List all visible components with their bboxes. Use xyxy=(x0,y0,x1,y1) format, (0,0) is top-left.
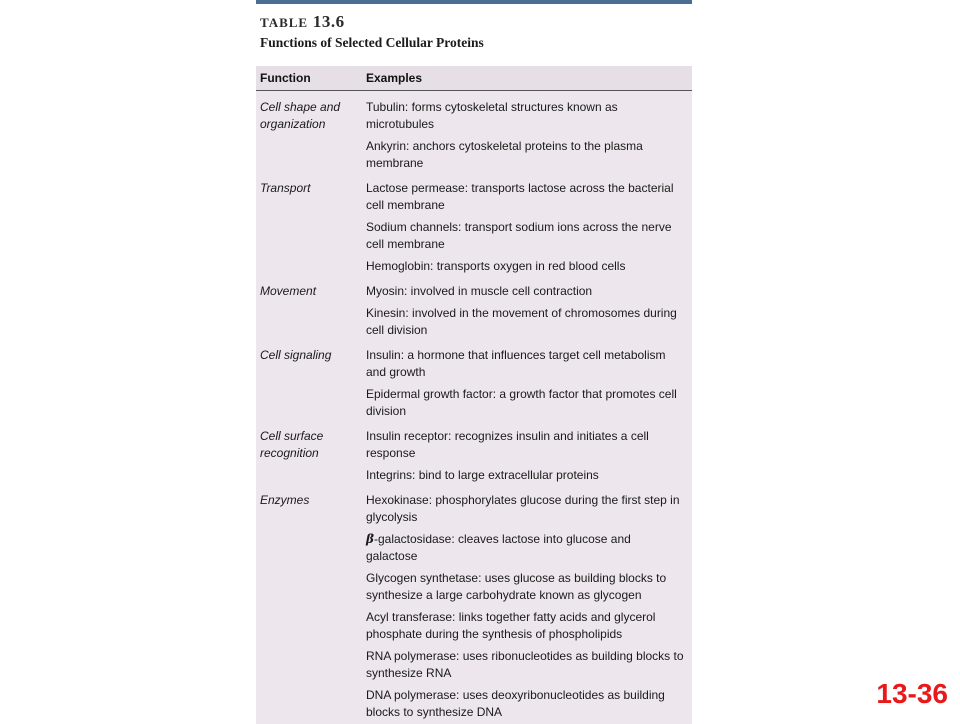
examples-cell xyxy=(366,99,692,172)
table-number xyxy=(260,12,688,32)
table-header-row xyxy=(256,66,692,91)
function-cell: Movement xyxy=(260,284,317,298)
example-item: Sodium channels: transport sodium ions across the nerve cell membrane xyxy=(366,220,672,251)
table-row xyxy=(256,91,692,172)
examples-cell xyxy=(366,180,692,275)
table-row xyxy=(256,339,692,420)
example-item: β-galactosidase: cleaves lactose into glucose and galactose xyxy=(366,532,631,563)
header-examples: Examples xyxy=(366,71,423,85)
example-item: Ankyrin: anchors cytoskeletal proteins to the plasma membrane xyxy=(366,139,643,170)
example-item: Insulin: a hormone that influences target cell metabolism and growth xyxy=(366,348,666,379)
example-item: DNA polymerase: uses deoxyribonucleotides as building blocks to synthesize DNA xyxy=(366,688,665,719)
table-body xyxy=(256,91,692,721)
example-item: RNA polymerase: uses ribonucleotides as building blocks to synthesize RNA xyxy=(366,649,684,680)
header-function: Function xyxy=(260,71,311,85)
example-item: Epidermal growth factor: a growth factor that promotes cell division xyxy=(366,387,677,418)
example-item: Kinesin: involved in the movement of chromosomes during cell division xyxy=(366,306,677,337)
function-cell: Transport xyxy=(260,181,311,195)
example-item: Hexokinase: phosphorylates glucose during the first step in glycolysis xyxy=(366,493,680,524)
protein-functions-table xyxy=(256,0,692,724)
example-item: Integrins: bind to large extracellular proteins xyxy=(366,468,599,482)
table-title: Functions of Selected Cellular Proteins xyxy=(260,35,484,50)
examples-cell xyxy=(366,283,692,339)
example-item: Myosin: involved in muscle cell contraction xyxy=(366,284,593,298)
example-item: Tubulin: forms cytoskeletal structures known as microtubules xyxy=(366,100,618,131)
function-cell: Cell shape and organization xyxy=(260,100,341,131)
examples-cell xyxy=(366,347,692,420)
function-cell: Cell signaling xyxy=(260,348,332,362)
table-row xyxy=(256,275,692,339)
example-item: Acyl transferase: links together fatty acids and glycerol phosphate during the synthesis of phospholipids xyxy=(366,610,656,641)
function-cell: Cell surface recognition xyxy=(260,429,324,460)
table-row xyxy=(256,172,692,275)
example-item: Lactose permease: transports lactose across the bacterial cell membrane xyxy=(366,181,674,212)
table-row xyxy=(256,420,692,484)
example-item: Hemoglobin: transports oxygen in red blood cells xyxy=(366,259,626,273)
example-item: Glycogen synthetase: uses glucose as building blocks to synthesize a large carbohydrate known as glycogen xyxy=(366,571,667,602)
table-number-word: TABLE xyxy=(260,15,309,30)
function-cell: Enzymes xyxy=(260,493,310,507)
slide-number: 13-36 xyxy=(876,678,948,709)
table-caption xyxy=(256,4,692,66)
examples-cell xyxy=(366,492,692,721)
examples-cell xyxy=(366,428,692,484)
table-row xyxy=(256,484,692,721)
example-item: Insulin receptor: recognizes insulin and initiates a cell response xyxy=(366,429,649,460)
table-number-value: 13.6 xyxy=(312,12,345,31)
